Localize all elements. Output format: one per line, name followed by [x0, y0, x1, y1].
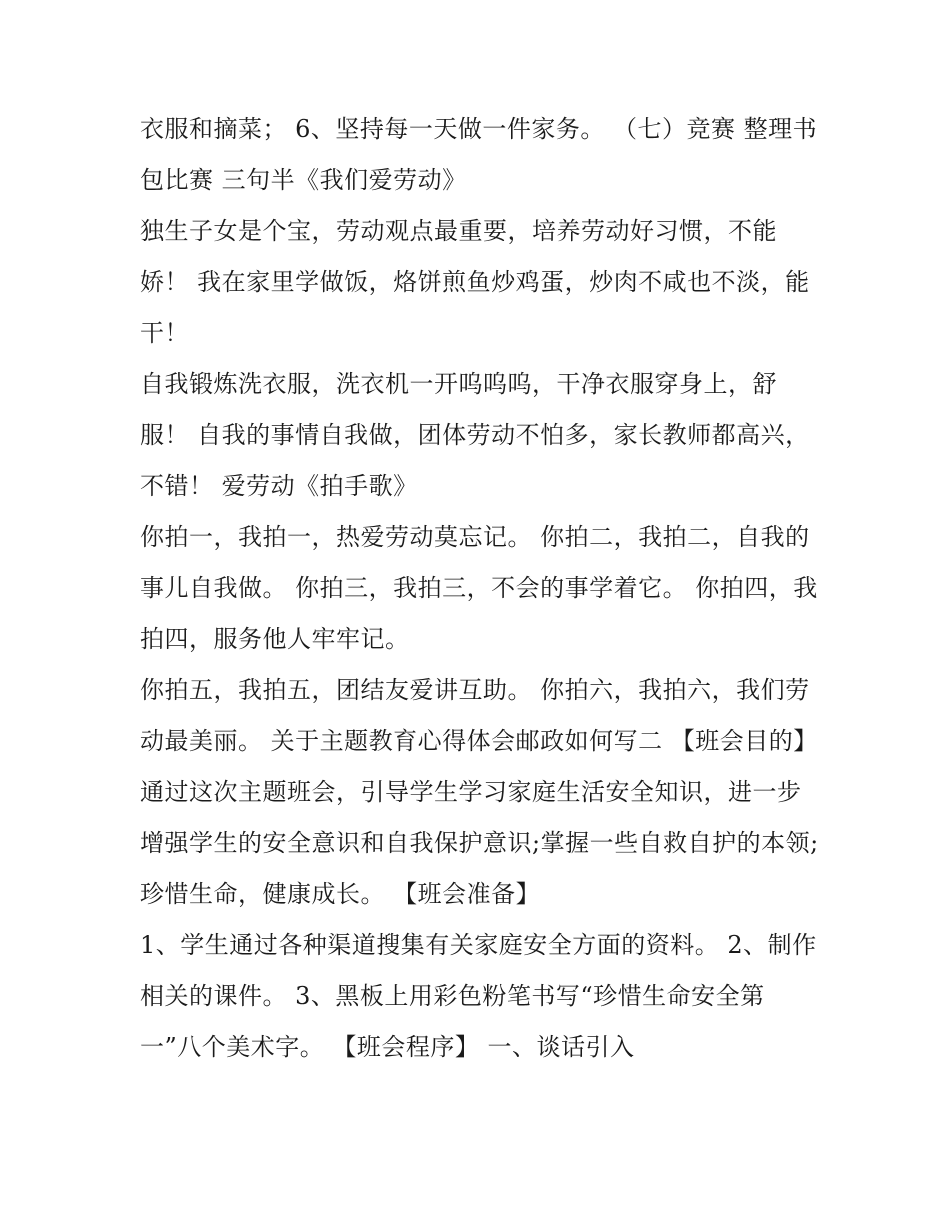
- paragraph: 你拍一，我拍一，热爱劳动莫忘记。 你拍二，我拍二，自我的事儿自我做。 你拍三，我拍三，不会的事学着它。 你拍四，我拍四，服务他人牢牢记。: [140, 523, 818, 653]
- paragraph: 自我锻炼洗衣服，洗衣机一开呜呜呜，干净衣服穿身上，舒服！ 自我的事情自我做，团体劳动不怕多，家长教师都高兴，不错！ 爱劳动《拍手歌》: [140, 370, 810, 500]
- document-body: [140, 104, 820, 1073]
- paragraph: 衣服和摘菜； 6、坚持每一天做一件家务。 （七）竞赛 整理书包比赛 三句半《我们爱劳动》: [140, 115, 818, 194]
- paragraph: 独生子女是个宝，劳动观点最重要，培养劳动好习惯，不能娇！ 我在家里学做饭，烙饼煎鱼炒鸡蛋，炒肉不咸也不淡，能干！: [140, 217, 810, 347]
- paragraph: 你拍五，我拍五，团结友爱讲互助。 你拍六，我拍六，我们劳动最美丽。 关于主题教育心得体会邮政如何写二 【班会目的】: [140, 676, 818, 755]
- paragraph: 通过这次主题班会，引导学生学习家庭生活安全知识，进一步增强学生的安全意识和自我保护意识;掌握一些自救自护的本领;珍惜生命，健康成长。 【班会准备】: [140, 778, 819, 908]
- paragraph: 1、学生通过各种渠道搜集有关家庭安全方面的资料。 2、制作相关的课件。 3、黑板上用彩色粉笔书写“珍惜生命安全第一”八个美术字。 【班会程序】 一、谈话引入: [140, 931, 817, 1061]
